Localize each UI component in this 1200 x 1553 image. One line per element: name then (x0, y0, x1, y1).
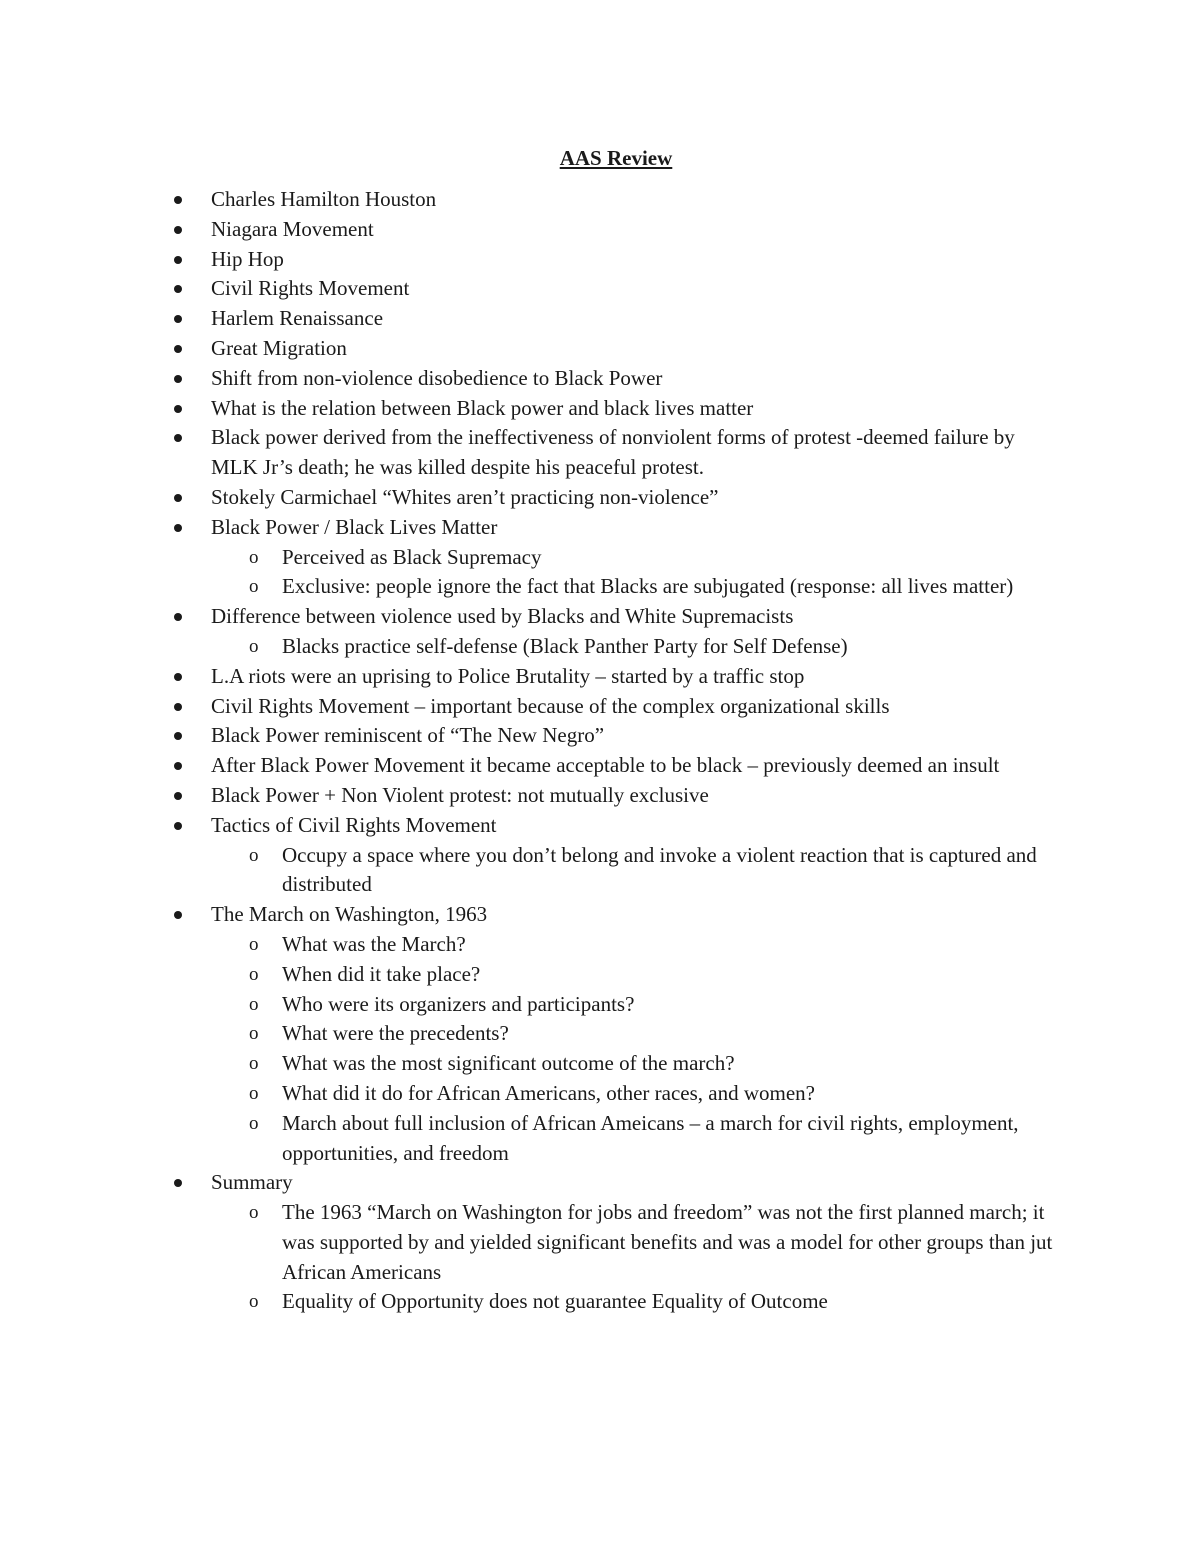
list-item (0, 185, 1200, 215)
list-item (0, 394, 1200, 424)
bullet-icon (174, 703, 182, 711)
bullet-icon (174, 822, 182, 830)
bullet-icon (174, 524, 182, 532)
sub-list-item-text: Equality of Opportunity does not guarantee Equality of Outcome (282, 1289, 828, 1314)
list-item-text: What is the relation between Black power and black lives matter (211, 395, 754, 420)
list-item-text: The March on Washington, 1963 (211, 902, 488, 927)
list-item (0, 781, 1200, 811)
sub-list-item-text: Blacks practice self-defense (Black Panther Party for Self Defense) (282, 633, 848, 658)
bullet-icon (174, 345, 182, 353)
list-item (0, 215, 1200, 245)
list-item (0, 245, 1200, 275)
bullet-icon (174, 226, 182, 234)
list-item-text: Niagara Movement (211, 216, 374, 241)
review-list (0, 185, 1200, 1317)
document-title: AAS Review (559, 146, 673, 170)
sub-list-item-text: What did it do for African Americans, other races, and women? (282, 1080, 815, 1105)
list-item-text: Black Power reminiscent of “The New Negro” (211, 723, 605, 748)
list-item-text: Black Power / Black Lives Matter (211, 514, 498, 539)
sub-list-item-text: Occupy a space where you don’t belong and invoke a violent reaction that is captured and distributed (282, 842, 1037, 897)
list-item-text: Civil Rights Movement (211, 276, 410, 301)
bullet-icon (174, 315, 182, 323)
bullet-icon (174, 911, 182, 919)
list-item-text: L.A riots were an uprising to Police Brutality – started by a traffic stop (211, 663, 805, 688)
list-item-text: Hip Hop (211, 246, 284, 271)
hollow-bullet-icon: o (249, 546, 259, 568)
hollow-bullet-icon: o (249, 1291, 259, 1313)
list-item (0, 721, 1200, 751)
sub-list-item (0, 1019, 1200, 1049)
list-item-text: Difference between violence used by Blacks and White Supremacists (211, 604, 794, 629)
list-item (0, 811, 1200, 841)
sub-list-item (0, 1109, 1200, 1169)
bullet-icon (174, 434, 182, 442)
hollow-bullet-icon: o (249, 1023, 259, 1045)
hollow-bullet-icon: o (249, 1082, 259, 1104)
sub-list-item-text: What were the precedents? (282, 1021, 509, 1046)
list-item (0, 483, 1200, 513)
list-item (0, 274, 1200, 304)
sub-list-item (0, 1287, 1200, 1317)
sub-list-item (0, 960, 1200, 990)
list-item (0, 692, 1200, 722)
sub-list-item (0, 632, 1200, 662)
sub-list-item (0, 990, 1200, 1020)
sub-list-item-text: What was the March? (282, 931, 466, 956)
sub-list-item-text: Exclusive: people ignore the fact that Blacks are subjugated (response: all lives matter) (282, 574, 1014, 599)
list-item (0, 602, 1200, 632)
sub-list-item-text: Perceived as Black Supremacy (282, 544, 542, 569)
hollow-bullet-icon: o (249, 844, 259, 866)
list-item-text: Harlem Renaissance (211, 306, 384, 331)
list-item (0, 423, 1200, 483)
bullet-icon (174, 256, 182, 264)
hollow-bullet-icon: o (249, 1112, 259, 1134)
hollow-bullet-icon: o (249, 963, 259, 985)
list-item-text: Summary (211, 1170, 293, 1195)
bullet-icon (174, 792, 182, 800)
list-item-text: Civil Rights Movement – important because of the complex organizational skills (211, 693, 890, 718)
list-item-text: Shift from non-violence disobedience to Black Power (211, 365, 663, 390)
list-item-text: Stokely Carmichael “Whites aren’t practicing non-violence” (211, 484, 719, 509)
list-item (0, 900, 1200, 930)
sub-list-item (0, 1198, 1200, 1287)
list-item-text: Charles Hamilton Houston (211, 187, 437, 211)
list-item (0, 1168, 1200, 1198)
bullet-icon (174, 732, 182, 740)
sub-list-item (0, 841, 1200, 901)
list-item-text: Great Migration (211, 335, 347, 360)
bullet-icon (174, 375, 182, 383)
sub-list-item (0, 572, 1200, 602)
list-item-text: Tactics of Civil Rights Movement (211, 812, 497, 837)
sub-list-item (0, 930, 1200, 960)
bullet-icon (174, 762, 182, 770)
hollow-bullet-icon: o (249, 635, 259, 657)
list-item (0, 662, 1200, 692)
sub-list-item-text: What was the most significant outcome of the march? (282, 1051, 735, 1076)
sub-list-item (0, 1049, 1200, 1079)
sub-list-item (0, 543, 1200, 573)
bullet-icon (174, 285, 182, 293)
bullet-icon (174, 673, 182, 681)
bullet-icon (174, 494, 182, 502)
sub-list-item-text: March about full inclusion of African Ameicans – a march for civil rights, employment, opportunities, and freedom (282, 1110, 1019, 1165)
hollow-bullet-icon: o (249, 1053, 259, 1075)
list-item-text: Black power derived from the ineffectiveness of nonviolent forms of protest -deemed failure by MLK Jr’s death; he was killed despite his peaceful protest. (211, 425, 1015, 480)
bullet-icon (174, 196, 182, 204)
list-item (0, 304, 1200, 334)
sub-list-item-text: When did it take place? (282, 961, 481, 986)
sub-list-item-text: The 1963 “March on Washington for jobs and freedom” was not the first planned march; it was supported by and yielded significant benefits and was a model for other groups than jut African Americans (282, 1200, 1053, 1284)
bullet-icon (174, 405, 182, 413)
list-item-text: After Black Power Movement it became acceptable to be black – previously deemed an insult (211, 753, 1000, 778)
hollow-bullet-icon: o (249, 576, 259, 598)
hollow-bullet-icon: o (249, 933, 259, 955)
sub-list-item-text: Who were its organizers and participants? (282, 991, 635, 1016)
sub-list-item (0, 1079, 1200, 1109)
list-item (0, 364, 1200, 394)
hollow-bullet-icon: o (249, 1202, 259, 1224)
hollow-bullet-icon: o (249, 993, 259, 1015)
list-item (0, 513, 1200, 543)
list-item-text: Black Power + Non Violent protest: not mutually exclusive (211, 782, 709, 807)
bullet-icon (174, 1179, 182, 1187)
bullet-icon (174, 613, 182, 621)
list-item (0, 334, 1200, 364)
list-item (0, 751, 1200, 781)
